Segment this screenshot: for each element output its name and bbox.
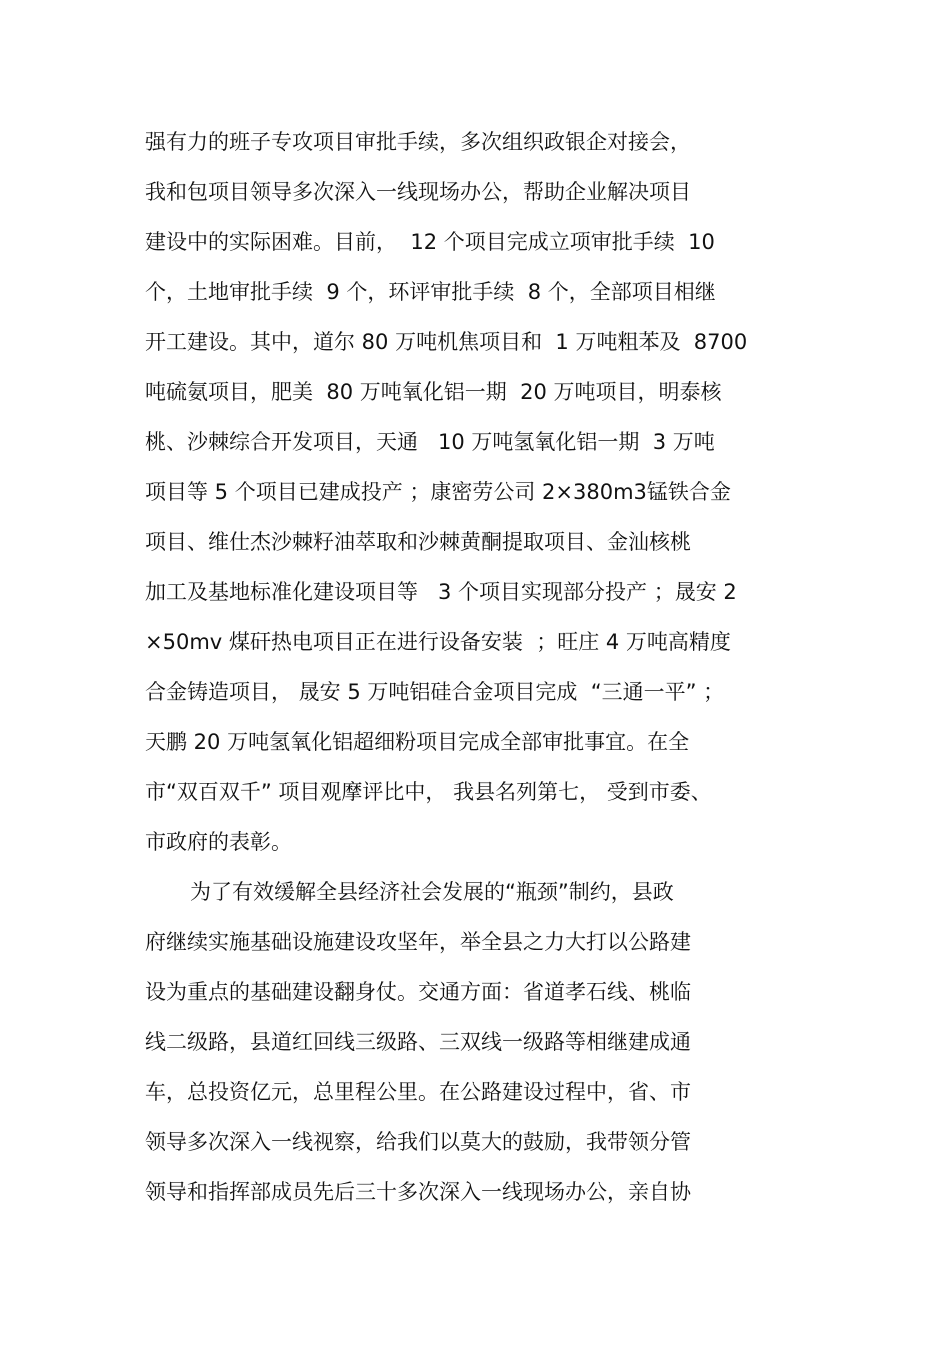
text-line: 强有力的班子专攻项目审批手续，多次组织政银企对接会，: [145, 130, 691, 154]
text-line: 建设中的实际困难。目前， 12 个项目完成立项审批手续 10: [145, 230, 715, 254]
text-line: 市“双百双千” 项目观摩评比中， 我县名列第七， 受到市委、: [145, 780, 712, 804]
text-line: 市政府的表彰。: [145, 830, 292, 854]
text-line: 府继续实施基础设施建设攻坚年，举全县之力大打以公路建: [145, 930, 691, 954]
text-line: 项目、维仕杰沙棘籽油萃取和沙棘黄酮提取项目、金汕核桃: [145, 530, 691, 554]
text-line: 吨硫氨项目，肥美 80 万吨氧化铝一期 20 万吨项目，明泰核: [145, 380, 722, 404]
text-line: 加工及基地标准化建设项目等 3 个项目实现部分投产 ；晟安 2: [145, 580, 737, 604]
text-line: 设为重点的基础建设翻身仗。交通方面：省道孝石线、桃临: [145, 980, 691, 1004]
text-line: 个，土地审批手续 9 个，环评审批手续 8 个，全部项目相继: [145, 280, 716, 304]
text-line: 车，总投资亿元，总里程公里。在公路建设过程中，省、市: [145, 1080, 691, 1104]
text-line: 开工建设。其中，道尔 80 万吨机焦项目和 1 万吨粗苯及 8700: [145, 330, 748, 354]
text-line: 项目等 5 个项目已建成投产 ；康密劳公司 2×380m3锰铁合金: [145, 480, 731, 504]
paragraph-first-line: 为了有效缓解全县经济社会发展的“瓶颈”制约，县政: [190, 880, 674, 904]
text-line: 桃、沙棘综合开发项目，天通 10 万吨氢氧化铝一期 3 万吨: [145, 430, 715, 454]
text-line: 领导和指挥部成员先后三十多次深入一线现场办公，亲自协: [145, 1180, 691, 1204]
text-line: ×50mv 煤矸热电项目正在进行设备安装 ；旺庄 4 万吨高精度: [145, 630, 731, 654]
text-line: 合金铸造项目， 晟安 5 万吨铝硅合金项目完成 “三通一平” ；: [145, 680, 725, 704]
text-line: 领导多次深入一线视察，给我们以莫大的鼓励，我带领分管: [145, 1130, 691, 1154]
text-line: 天鹏 20 万吨氢氧化铝超细粉项目完成全部审批事宜。在全: [145, 730, 690, 754]
text-line: 线二级路，县道红回线三级路、三双线一级路等相继建成通: [145, 1030, 691, 1054]
text-line: 我和包项目领导多次深入一线现场办公，帮助企业解决项目: [145, 180, 691, 204]
